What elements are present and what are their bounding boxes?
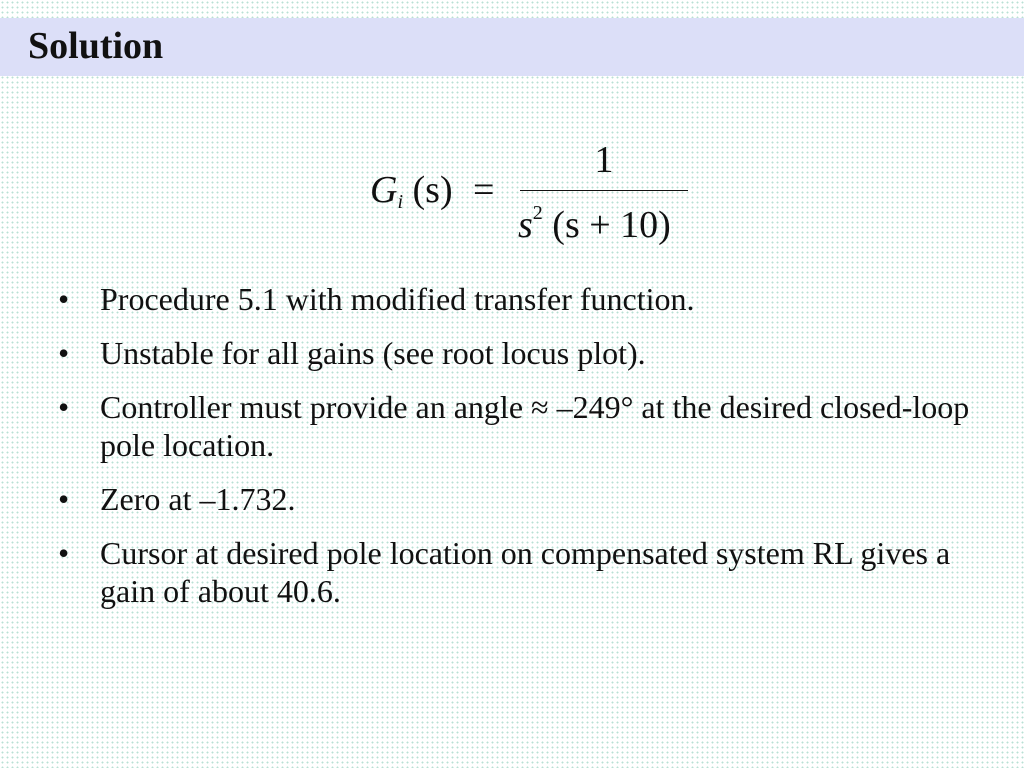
bullet-text: Zero at –1.732.	[100, 481, 296, 517]
formula-lhs-argument: (s)	[412, 169, 453, 211]
formula-lhs-symbol: G	[370, 169, 398, 211]
formula-denominator-exponent: 2	[532, 202, 543, 224]
bullet-dot: •	[58, 281, 70, 317]
formula-denominator-base: s	[518, 204, 533, 246]
title-bar	[0, 18, 1024, 76]
transfer-function-formula	[370, 138, 700, 258]
bullet-dot: •	[58, 389, 70, 425]
formula-numerator: 1	[594, 139, 614, 181]
bullet-dot: •	[58, 335, 70, 371]
bullet-text: Procedure 5.1 with modified transfer function.	[100, 281, 695, 317]
bullet-item	[58, 534, 988, 610]
bullet-text: Unstable for all gains (see root locus plot).	[100, 335, 646, 371]
formula-denominator	[518, 202, 671, 247]
fraction-line	[520, 190, 688, 191]
formula-denominator-rest: (s + 10)	[552, 204, 671, 246]
formula-lhs-subscript: i	[397, 191, 404, 213]
slide-title: Solution	[28, 25, 164, 67]
bullet-list	[58, 280, 988, 626]
bullet-item	[58, 388, 988, 464]
formula-equals: =	[473, 169, 495, 211]
bullet-item	[58, 334, 988, 372]
bullet-dot: •	[58, 535, 70, 571]
formula-lhs	[370, 168, 453, 214]
bullet-text: Controller must provide an angle ≈ –249° at the desired closed-loop pole location.	[100, 389, 970, 463]
bullet-item	[58, 280, 988, 318]
bullet-dot: •	[58, 481, 70, 517]
bullet-text: Cursor at desired pole location on compensated system RL gives a gain of about 40.6.	[100, 535, 951, 609]
bullet-item	[58, 480, 988, 518]
